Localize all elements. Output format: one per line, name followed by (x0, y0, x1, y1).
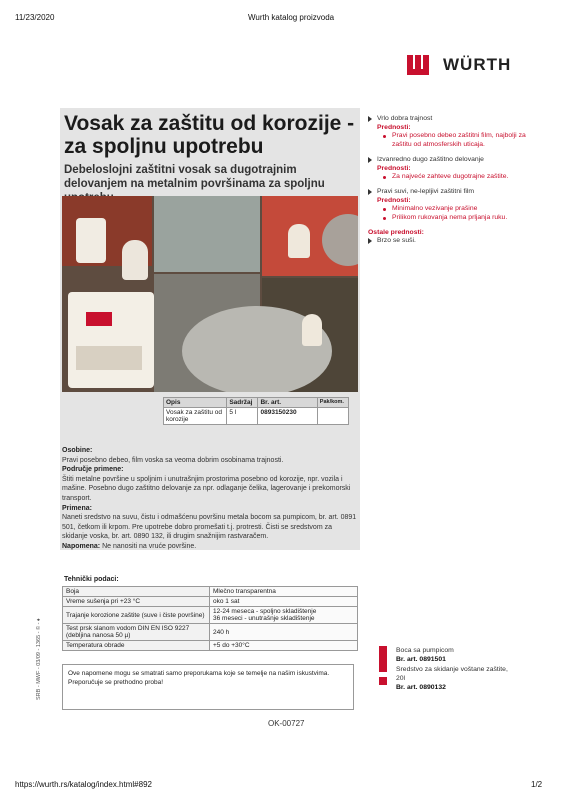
wurth-logo (405, 52, 515, 78)
tech-title: Tehnički podaci: (64, 576, 119, 583)
table-row (164, 408, 349, 425)
osobine-label: Osobine: (62, 447, 93, 454)
bullet-dot-icon (383, 135, 386, 138)
tech-value: oko 1 sat (210, 597, 358, 607)
print-date: 11/23/2020 (15, 13, 55, 22)
spec-header-pak: Pak/kom. (317, 398, 348, 408)
spec-cell-content: 5 l (227, 408, 258, 425)
podrucje-text: Štiti metalne površine u spoljnim i unutrašnjim prostorima posebno od korozije, npr. vozila i mašine. Posebno dugo zaštitno delovanje za npr. odlaganje čelika, lagerovanje i prekomorski transport. (62, 475, 351, 502)
tech-value: 12-24 meseca - spoljno skladištenje 36 meseci - unutrašnje skladištenje (210, 607, 358, 624)
footer-url: https://wurth.rs/katalog/index.html#892 (15, 780, 152, 789)
other-advantages-label: Ostale prednosti: (368, 228, 424, 236)
product-photo-collage (62, 196, 358, 392)
bullet-dot-icon (383, 208, 386, 211)
table-row (63, 597, 358, 607)
advantage-point: Za najveće zahteve dugotrajne zaštite. (368, 173, 528, 182)
advantage-label: Prednosti: (377, 196, 411, 204)
triangle-bullet-icon (368, 189, 372, 195)
tech-key: Temperatura obrade (63, 641, 210, 651)
ok-code: OK-00727 (268, 719, 305, 728)
footer-page: 1/2 (531, 780, 543, 789)
print-title: Wurth katalog proizvoda (248, 13, 335, 22)
accessory-b-name: Sredstvo za skidanje voštane zaštite, 20l (396, 665, 508, 682)
catalog-side-code: SRB - MWF - 03/09 - 1365 - © - ♦ (36, 618, 42, 700)
primena-text: Naneti sredstvo na suvu, čistu i odmašćenu površinu metala bocom sa pumpicom, br. art. 0891 501, četkom ili krpom. Pre upotrebe dobro promešati t.j. protresti. Čisti se sredstvom za skidanje voska, br. art. 0890 132, ili drugim snažnijim rastvaračem. (62, 514, 357, 541)
osobine-text: Pravi posebno debeo, film voska sa veoma dobrim osobinama trajnosti. (62, 456, 284, 464)
brand-name: WÜRTH (443, 55, 512, 74)
product-properties (62, 446, 357, 552)
accessory-a-art: Br. art. 0891501 (396, 656, 446, 664)
table-row (63, 587, 358, 597)
spec-cell-art: 0893150230 (258, 408, 317, 425)
triangle-bullet-icon (368, 116, 372, 122)
triangle-bullet-icon (368, 238, 372, 244)
triangle-bullet-icon (368, 157, 372, 163)
advantage-label: Prednosti: (377, 164, 411, 172)
other-advantage-item: Brzo se suši. (368, 237, 528, 246)
advantage-item: Pravi suvi, ne-lepljivi zaštitni film (368, 188, 528, 197)
accessory-b-art: Br. art. 0890132 (396, 684, 446, 692)
tech-key: Boja (63, 587, 210, 597)
advantage-label: Prednosti: (377, 123, 411, 131)
tech-value: Mlečno transparentna (210, 587, 358, 597)
table-row (63, 607, 358, 624)
spec-cell-pak (317, 408, 348, 425)
napomena-text: Ne nanositi na vruće površine. (102, 542, 197, 550)
tech-key: Trajanje korozione zaštite (suve i čiste površine) (63, 607, 210, 624)
spec-cell-desc: Vosak za zaštitu od korozije (164, 408, 227, 425)
podrucje-label: Područje primene: (62, 466, 124, 474)
spec-header-sadrzaj: Sadržaj (227, 398, 258, 408)
advantage-item: Izvanredno dugo zaštitno delovanje (368, 156, 528, 165)
table-row (63, 624, 358, 641)
advantage-point: Prilikom rukovanja nema prljanja ruku. (368, 214, 528, 223)
bullet-dot-icon (383, 176, 386, 179)
primena-label: Primena: (62, 504, 92, 512)
advantage-point: Minimalno vezivanje prašine (368, 205, 528, 214)
product-title: Vosak za zaštitu od korozije - za spoljnu upotrebu (64, 112, 355, 158)
bullet-dot-icon (383, 217, 386, 220)
product-subtitle: Debeloslojni zaštitni vosak sa dugotrajnim delovanjem na metalnim površinama za spoljnu (64, 164, 325, 190)
tech-table (62, 586, 358, 651)
advantages-column (368, 115, 528, 246)
disclaimer-note: Ove napomene mogu se smatrati samo preporukama koje se temelje na našim iskustvima. Preporučuje se prethodno proba! (62, 664, 354, 710)
exclamation-icon (378, 646, 388, 686)
tech-value: +5 do +30°C (210, 641, 358, 651)
accessories-box (396, 646, 516, 692)
accessory-a-name: Boca sa pumpicom (396, 647, 454, 654)
napomena-label: Napomena: (62, 542, 101, 550)
table-row (63, 641, 358, 651)
tech-key: Test prsk slanom vodom DIN EN ISO 9227 (debljina nanosa 50 µ) (63, 624, 210, 641)
tech-key: Vreme sušenja pri +23 °C (63, 597, 210, 607)
spec-header-opis: Opis (164, 398, 227, 408)
spec-table-header (164, 398, 349, 408)
wurth-logo-icon (405, 52, 441, 78)
spec-table (163, 397, 349, 425)
tech-value: 240 h (210, 624, 358, 641)
advantage-point: Pravi posebno debeo zaštitni film, najbolji za zaštitu od atmosferskih uticaja. (368, 132, 528, 149)
advantage-item: Vrlo dobra trajnost (368, 115, 528, 124)
spec-header-art: Br. art. (258, 398, 317, 408)
